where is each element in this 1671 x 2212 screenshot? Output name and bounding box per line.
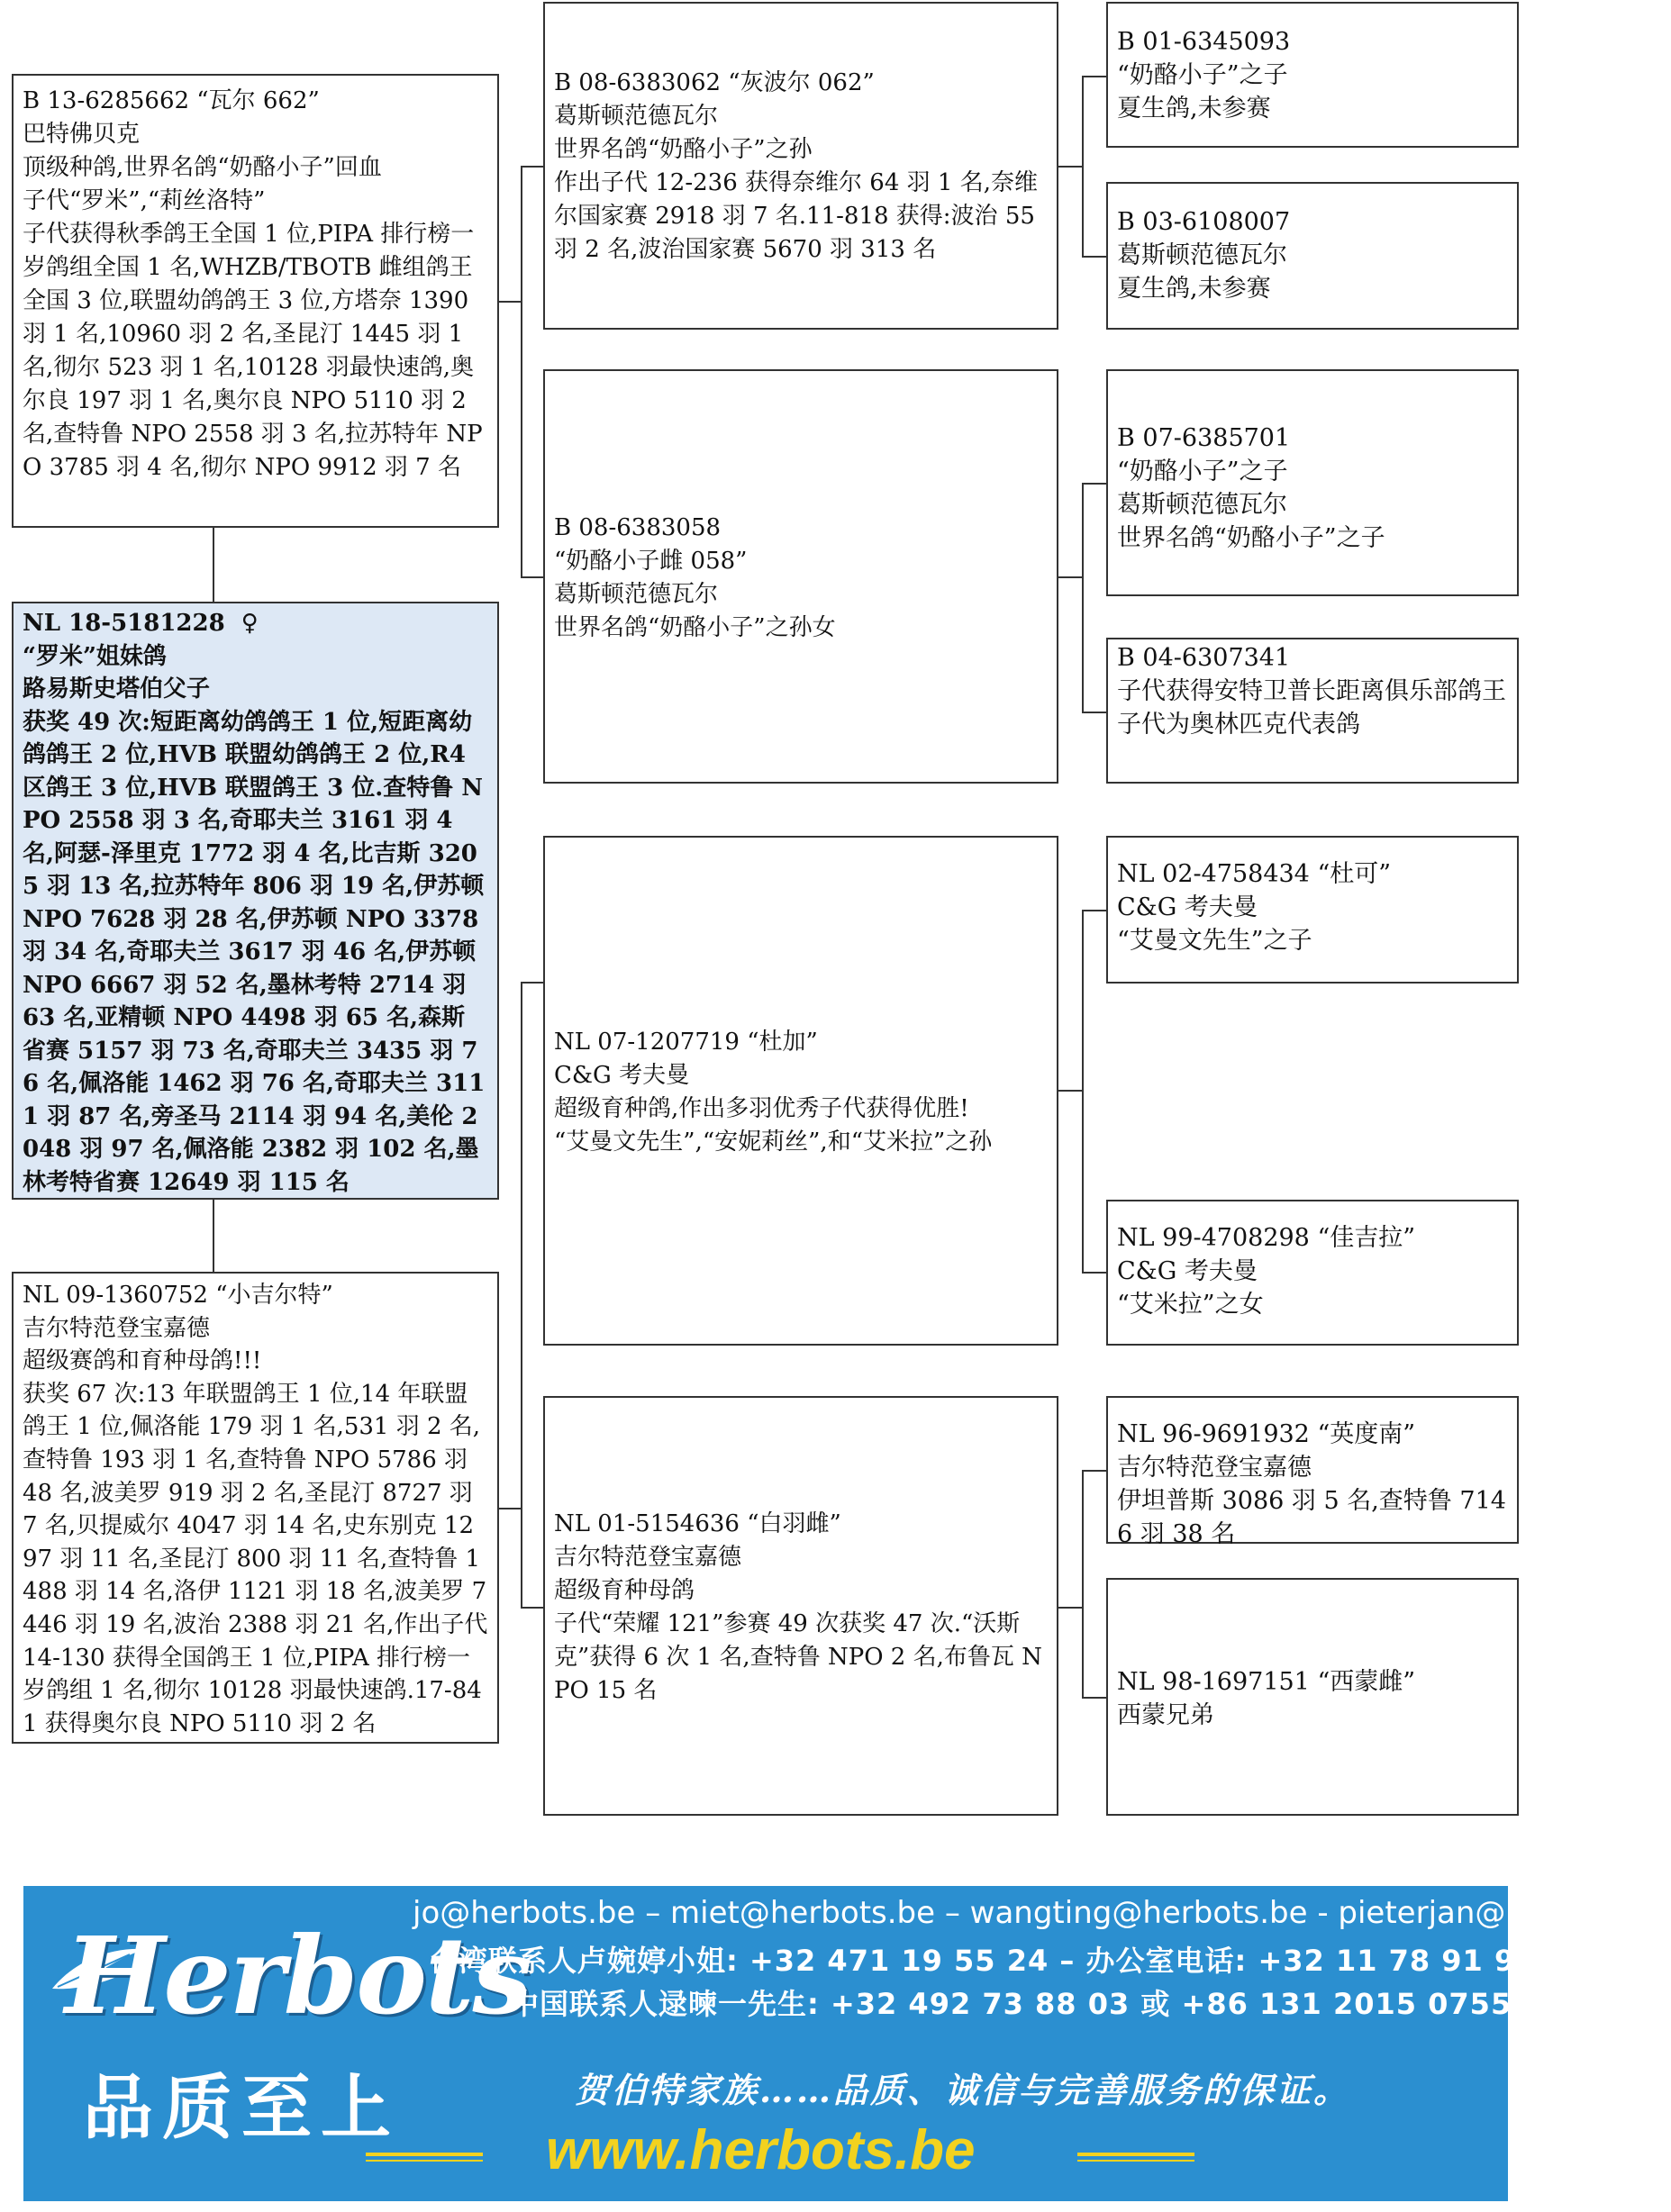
- info-line: 子代“罗米”,“莉丝洛特”: [23, 187, 266, 214]
- info-line: 子代获得安特卫普长距离俱乐部鸽王: [1117, 677, 1506, 705]
- info-line: “艾曼文先生”,“安妮莉丝”,和“艾米拉”之孙: [554, 1129, 993, 1156]
- ring-number: NL 01-5154636 “白羽雌”: [554, 1510, 841, 1537]
- connector: [1082, 910, 1084, 1272]
- ssd-card: [1106, 182, 1519, 330]
- info-line: 西蒙兄弟: [1117, 1701, 1214, 1729]
- ring-number: B 13-6285662 “瓦尔 662”: [23, 87, 320, 114]
- info-line: 吉尔特范登宝嘉德: [23, 1314, 211, 1342]
- info-line: 获奖 67 次:13 年联盟鸽王 1 位,14 年联盟鸽王 1 位,佩洛能 179 羽 1 名,531 羽 2 名,查特鲁 193 羽 1 名,查特鲁 NPO 5786 羽 48 名,波美罗 919 羽 2 名,圣昆汀 8727 羽 7 名,贝提威尔 4047 羽 14 名,史东别克 1297 羽 11 名,圣昆汀 800 羽 11 名,查特鲁 1488 羽 14 名,洛伊 1121 羽 18 名,波美罗 7446 羽 19 名,波治 2388 羽 21 名,作出子代 14-130 获得全国鸽王 1 位,PIPA 排行榜一岁鸽组 1 名,彻尔 10128 羽最快速鸽.17-841 获得奥尔良 NPO 5110 羽 2 名: [23, 1380, 495, 1737]
- info-line: 路易斯史塔伯父子: [23, 675, 211, 703]
- connector: [1058, 576, 1082, 578]
- sire-dam-card: [543, 369, 1058, 784]
- info-line: 葛斯顿范德瓦尔: [1117, 491, 1287, 519]
- info-line: 吉尔特范登宝嘉德: [554, 1544, 742, 1571]
- connector: [1082, 712, 1106, 713]
- footer-banner: [23, 1886, 1671, 2201]
- connector: [521, 166, 522, 576]
- connector: [1082, 1697, 1106, 1699]
- contact-taiwan: 台湾联系人卢婉婷小姐: +32 471 19 55 24 – 办公室电话: +32 11 78 91 90: [429, 1944, 1537, 1978]
- connector: [1082, 1470, 1106, 1472]
- connector: [521, 576, 543, 578]
- connector: [1082, 256, 1106, 258]
- ring-number: NL 99-4708298 “佳吉拉”: [1117, 1224, 1416, 1252]
- info-line: 超级育种母鸽: [554, 1577, 695, 1604]
- connector: [213, 528, 214, 602]
- website-link[interactable]: www.herbots.be: [546, 2119, 976, 2181]
- info-line: 葛斯顿范德瓦尔: [1117, 241, 1287, 269]
- connector: [1058, 166, 1082, 168]
- info-line: C&G 考夫曼: [1117, 1257, 1258, 1285]
- connector: [521, 982, 543, 984]
- info-line: 世界名鸽“奶酪小子”之孙女: [554, 614, 836, 641]
- info-line: “艾米拉”之女: [1117, 1291, 1264, 1319]
- info-line: 葛斯顿范德瓦尔: [554, 581, 719, 608]
- ring-number: B 08-6383058: [554, 514, 722, 541]
- info-line: 吉尔特范登宝嘉德: [1117, 1454, 1312, 1482]
- connector: [1082, 76, 1106, 77]
- subject-card: [12, 602, 499, 1200]
- info-line: 葛斯顿范德瓦尔: [554, 103, 719, 130]
- ring-number: B 08-6383062 “灰波尔 062”: [554, 69, 875, 96]
- ring-number: NL 98-1697151 “西蒙雌”: [1117, 1668, 1416, 1696]
- ddd-card: [1106, 1578, 1519, 1816]
- connector: [1082, 483, 1084, 712]
- ring-number: NL 07-1207719 “杜加”: [554, 1029, 818, 1056]
- decor-line-left: [366, 2153, 483, 2156]
- info-line: 世界名鸽“奶酪小子”之孙: [554, 136, 813, 163]
- sds-card: [1106, 369, 1519, 596]
- info-line: “奶酪小子雌 058”: [554, 548, 748, 575]
- info-line: “奶酪小子”之子: [1117, 61, 1288, 89]
- ring-number: NL 02-4758434 “杜可”: [1117, 860, 1392, 888]
- dds-card: [1106, 1396, 1519, 1548]
- connector: [521, 166, 543, 168]
- connector: [1058, 1607, 1082, 1609]
- ring-number: B 04-6307341: [1117, 644, 1291, 672]
- connector: [521, 982, 522, 1607]
- connector: [1082, 1470, 1084, 1697]
- ring-number: B 07-6385701: [1117, 424, 1291, 452]
- contact-emails[interactable]: jo@herbots.be – miet@herbots.be – wangting@herbots.be - pieterjan@herbots.be: [413, 1895, 1671, 1931]
- info-line: 子代为奥林匹克代表鸽: [1117, 711, 1360, 739]
- dam-card: [12, 1272, 499, 1744]
- ring-number: NL 18-5181228 ♀: [23, 610, 259, 637]
- connector: [213, 1200, 214, 1272]
- info-line: 超级赛鸽和育种母鸽!!!: [23, 1347, 262, 1375]
- info-line: 世界名鸽“奶酪小子”之子: [1117, 524, 1385, 552]
- connector: [1058, 1090, 1082, 1092]
- info-line: 子代“荣耀 121”参赛 49 次获奖 47 次.“沃斯克”获得 6 次 1 名,查特鲁 NPO 2 名,布鲁瓦 NPO 15 名: [554, 1610, 1042, 1704]
- info-line: 超级育种鸽,作出多羽优秀子代获得优胜!: [554, 1095, 969, 1122]
- dam-sire-card: [543, 836, 1058, 1346]
- ring-number: NL 09-1360752 “小吉尔特”: [23, 1282, 333, 1309]
- info-line: 夏生鸽,未参赛: [1117, 95, 1271, 122]
- decor-line-right: [1077, 2153, 1194, 2156]
- dss-card: [1106, 836, 1519, 984]
- herbots-logo[interactable]: Herbots: [65, 1913, 531, 2038]
- sire-card: [12, 74, 499, 528]
- ring-number: B 03-6108007: [1117, 208, 1291, 236]
- connector: [499, 301, 521, 303]
- connector: [1082, 483, 1106, 485]
- info-line: 顶级种鸽,世界名鸽“奶酪小子”回血: [23, 154, 382, 181]
- info-line: 子代获得秋季鸽王全国 1 位,PIPA 排行榜一岁鸽组全国 1 名,WHZB/TBOTB 雌组鸽王全国 3 位,联盟幼鸽鸽王 3 位,方塔奈 1390 羽 1 名,10960 羽 2 名,圣昆汀 1445 羽 1 名,彻尔 523 羽 1 名,10128 羽最快速鸽,奥尔良 197 羽 1 名,奥尔良 NPO 5110 羽 2 名,查特鲁 NPO 2558 羽 3 名,拉苏特年 NPO 3785 羽 4 名,彻尔 NPO 9912 羽 7 名: [23, 221, 483, 481]
- info-line: 获奖 49 次:短距离幼鸽鸽王 1 位,短距离幼鸽鸽王 2 位,HVB 联盟幼鸽鸽王 2 位,R4 区鸽王 3 位,HVB 联盟鸽王 3 位.查特鲁 NPO 2558 羽 3 名,奇耶夫兰 3161 羽 4 名,阿瑟-泽里克 1772 羽 4 名,比吉斯 3205 羽 13 名,拉苏特年 806 羽 19 名,伊苏顿 NPO 7628 羽 28 名,伊苏顿 NPO 3378 羽 34 名,奇耶夫兰 3617 羽 46 名,伊苏顿 NPO 6667 羽 52 名,墨林考特 2714 羽 63 名,亚精顿 NPO 4498 羽 65 名,森斯省赛 5157 羽 73 名,奇耶夫兰 3435 羽 76 名,佩洛能 1462 羽 76 名,奇耶夫兰 3111 羽 87 名,旁圣马 2114 羽 94 名,美伦 2048 羽 97 名,佩洛能 2382 羽 102 名,墨林考特省赛 12649 羽 115 名: [23, 708, 493, 1196]
- connector: [499, 1508, 521, 1509]
- dam-dam-card: [543, 1396, 1058, 1816]
- info-line: “罗米”姐妹鸽: [23, 642, 167, 670]
- ring-number: NL 96-9691932 “英度南”: [1117, 1420, 1416, 1448]
- info-line: “奶酪小子”之子: [1117, 458, 1288, 485]
- motto: 贺伯特家族……品质、诚信与完善服务的保证。: [575, 2070, 1351, 2110]
- sdd-card: [1106, 638, 1519, 784]
- connector: [1082, 910, 1106, 911]
- connector: [1082, 76, 1084, 256]
- info-line: 伊坦普斯 3086 羽 5 名,查特鲁 7146 羽 38 名: [1117, 1487, 1506, 1548]
- contact-china: 中国联系人逯暕一先生: +32 492 73 88 03 或 +86 131 2015 0755: [510, 1987, 1512, 2021]
- connector: [521, 1607, 543, 1609]
- slogan: 品质至上: [83, 2067, 401, 2149]
- info-line: C&G 考夫曼: [1117, 893, 1258, 921]
- dsd-card: [1106, 1200, 1519, 1346]
- sire-sire-card: [543, 2, 1058, 330]
- info-line: “艾曼文先生”之子: [1117, 927, 1312, 955]
- info-line: 夏生鸽,未参赛: [1117, 275, 1271, 303]
- connector: [1082, 1272, 1106, 1274]
- ring-number: B 01-6345093: [1117, 28, 1291, 56]
- info-line: 巴特佛贝克: [23, 121, 141, 148]
- info-line: 作出子代 12-236 获得奈维尔 64 羽 1 名,奈维尔国家赛 2918 羽 7 名.11-818 获得:波治 55 羽 2 名,波治国家赛 5670 羽 313 名: [554, 169, 1043, 263]
- sss-card: [1106, 2, 1519, 148]
- info-line: C&G 考夫曼: [554, 1062, 690, 1089]
